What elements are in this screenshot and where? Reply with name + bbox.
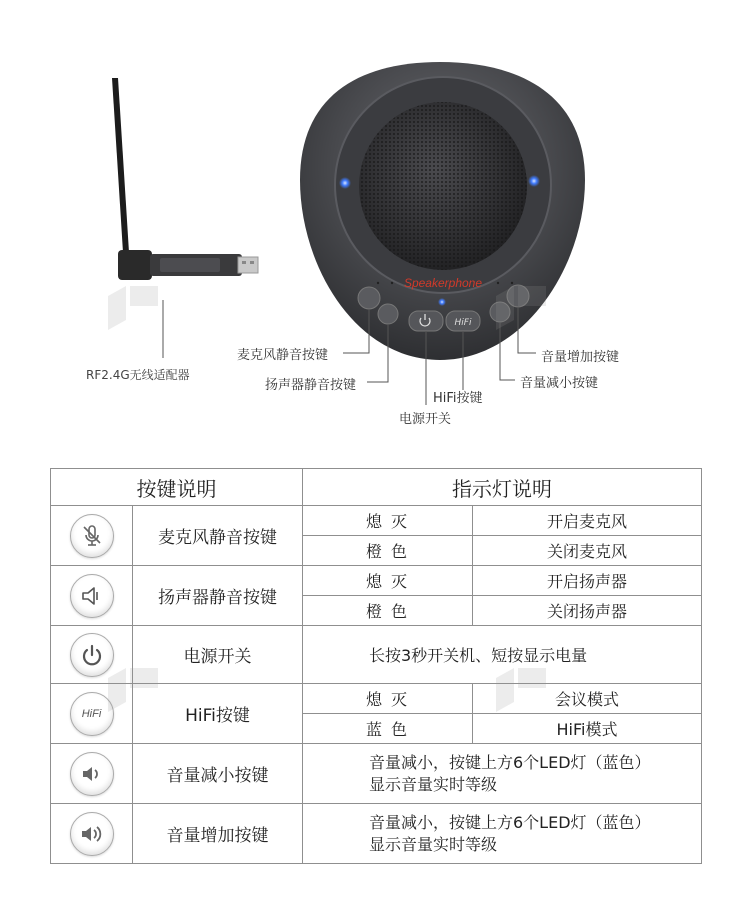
indicator-meaning: 开启麦克风 [473,506,702,536]
table-row [51,626,702,684]
indicator-state: 橙 色 [303,596,473,626]
callout-volume-up: 音量增加按键 [541,350,620,365]
icon-cell [51,566,133,626]
icon-cell [51,744,133,804]
icon-cell [51,506,133,566]
table-row [51,506,702,536]
microphone-mute-icon [70,514,114,558]
indicator-meaning: 会议模式 [473,684,702,714]
svg-text:HiFi: HiFi [454,318,472,328]
usb-adapter [112,78,258,280]
table-row [51,804,702,864]
icon-cell [51,684,133,744]
speaker-mute-icon [70,574,114,618]
description-line: 音量减小，按键上方6个LED灯（蓝色） [369,812,651,832]
product-image-area [0,0,750,440]
callout-volume-down: 音量减小按键 [520,376,599,391]
button-name: 麦克风静音按键 [133,506,303,566]
table-row [51,566,702,596]
icon-cell [51,804,133,864]
indicator-meaning: 关闭扬声器 [473,596,702,626]
icon-cell [51,626,133,684]
table-row [51,744,702,804]
header-buttons: 按键说明 [51,469,303,506]
callout-power: 电源开关 [399,412,452,427]
indicator-meaning: HiFi模式 [473,714,702,744]
speakerphone-device [300,62,585,360]
indicator-state: 熄 灭 [303,506,473,536]
callout-speaker-mute: 扬声器静音按键 [265,378,357,393]
button-name: 音量减小按键 [133,744,303,804]
callout-mic-mute: 麦克风静音按键 [237,348,329,363]
button-name: 音量增加按键 [133,804,303,864]
indicator-description [303,744,702,804]
table-header-row [51,469,702,506]
indicator-state: 熄 灭 [303,566,473,596]
button-indicator-table [50,468,702,864]
indicator-meaning: 关闭麦克风 [473,536,702,566]
description-line: 音量减小，按键上方6个LED灯（蓝色） [369,752,651,772]
indicator-description [303,804,702,864]
indicator-description: 长按3秒开关机、短按显示电量 [303,626,702,684]
volume-down-icon [70,752,114,796]
indicator-state: 蓝 色 [303,714,473,744]
volume-up-icon [70,812,114,856]
table-row [51,684,702,714]
hifi-icon [70,692,114,736]
callout-hifi: HiFi按键 [433,391,483,406]
adapter-label: RF2.4G无线适配器 [86,368,190,382]
power-icon [70,633,114,677]
indicator-state: 熄 灭 [303,684,473,714]
button-name: 电源开关 [133,626,303,684]
button-name: HiFi按键 [133,684,303,744]
button-name: 扬声器静音按键 [133,566,303,626]
description-line: 显示音量实时等级 [369,834,498,854]
indicator-meaning: 开启扬声器 [473,566,702,596]
hifi-icon-text: HiFi [81,707,102,720]
header-indicators: 指示灯说明 [303,469,702,506]
description-line: 显示音量实时等级 [369,774,498,794]
indicator-state: 橙 色 [303,536,473,566]
brand-text: Speakerphone [403,276,483,290]
